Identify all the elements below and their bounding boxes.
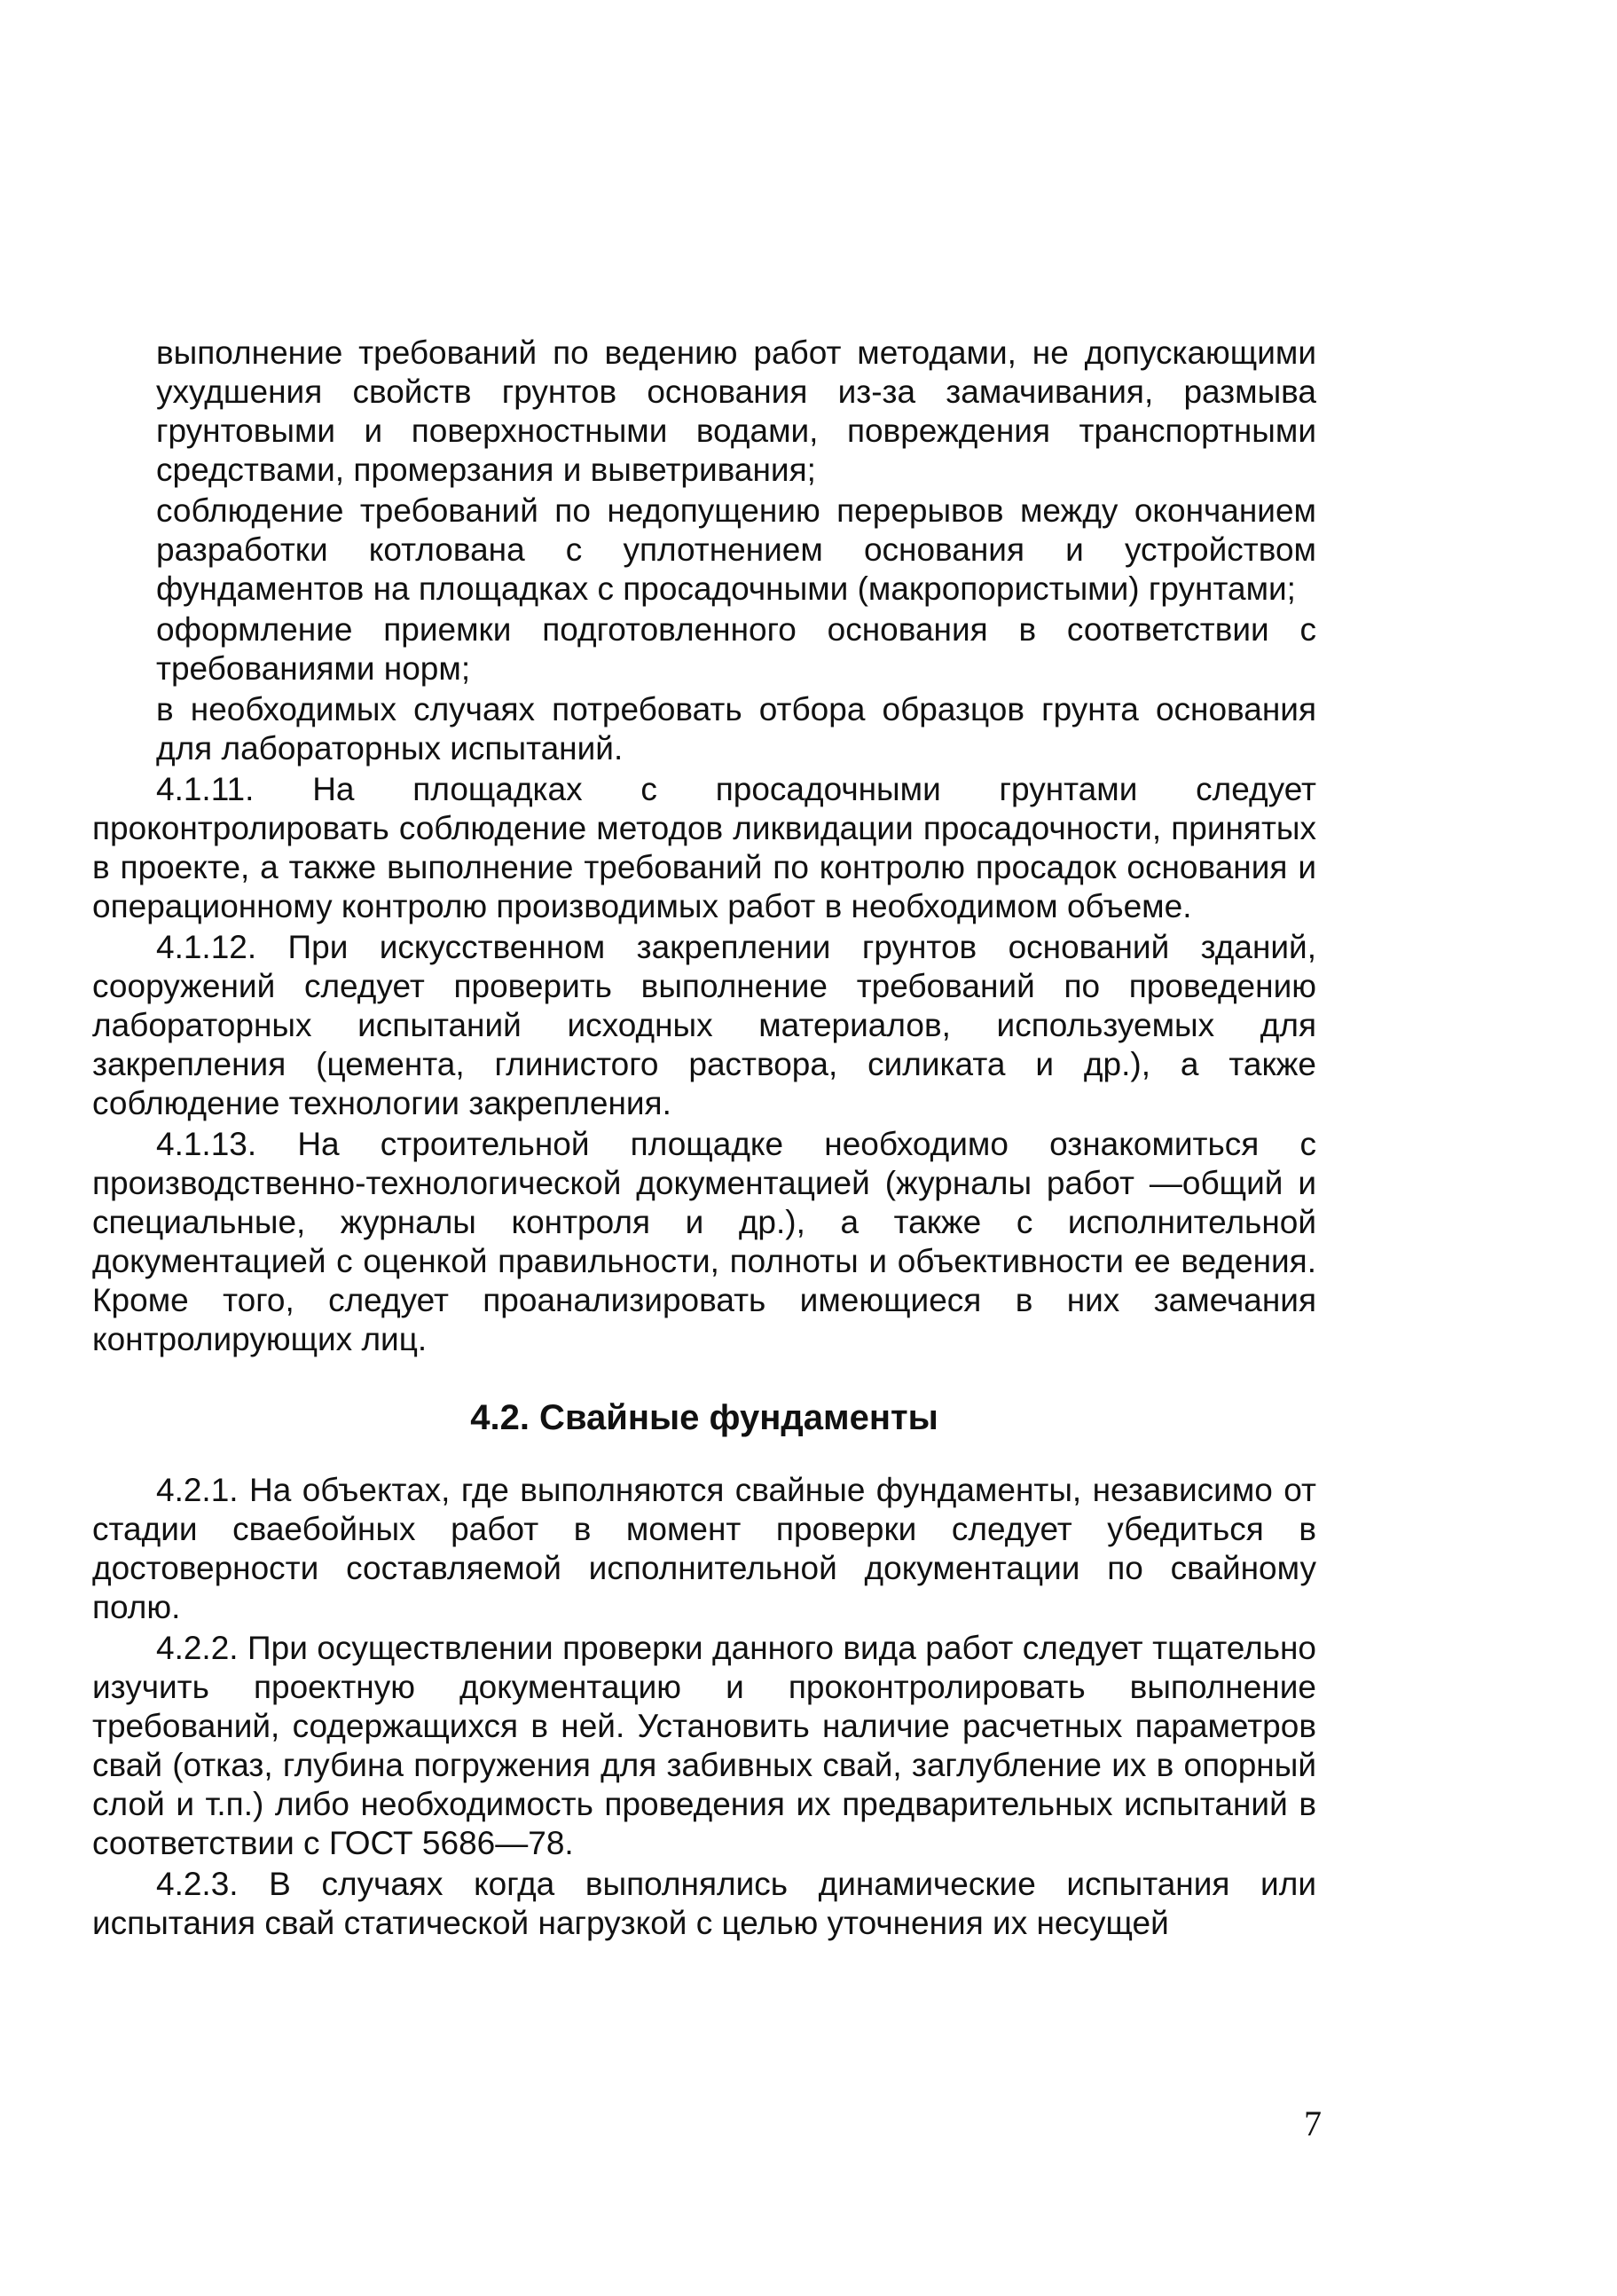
paragraph-4-2-1: 4.2.1. На объектах, где выполняются свайные фундаменты, независимо от стадии сваебойных работ в момент проверки следует убедиться в достоверности составляемой исполнительной документации по свайному полю.: [92, 1472, 1316, 1625]
paragraph-4-1-12: 4.1.12. При искусственном закреплении грунтов оснований зданий, сооружений следует проверить выполнение требований по проведению лабораторных испытаний исходных материалов, используемых для закрепления (цемента, глинистого раствора, силиката и др.), а также соблюдение технологии закрепления.: [92, 929, 1316, 1121]
list-item: выполнение требований по ведению работ методами, не допускающими ухудшения свойств грунтов основания из-за замачивания, размыва грунтовыми и поверхностными водами, повреждения транспортными средствами, промерзания и выветривания;: [156, 334, 1316, 488]
page-number: 7: [1304, 2103, 1322, 2143]
paragraph-4-1-11: 4.1.11. На площадках с просадочными грунтами следует проконтролировать соблюдение методов ликвидации просадочности, принятых в проекте, а также выполнение требований по контролю просадок основания и операционному контролю производимых работ в необходимом объеме.: [92, 771, 1316, 924]
section-heading: 4.2. Свайные фундаменты: [470, 1398, 938, 1437]
paragraph-4-2-2: 4.2.2. При осуществлении проверки данного вида работ следует тщательно изучить проектную документацию и проконтролировать выполнение требований, содержащихся в ней. Установить наличие расчетных параметров свай (отказ, глубина погружения для забивных свай, заглубление их в опорный слой и т.п.) либо необходимость проведения их предварительных испытаний в соответствии с ГОСТ 5686—78.: [92, 1630, 1316, 1861]
text-column: [92, 334, 1316, 1945]
paragraph-4-1-13: 4.1.13. На строительной площадке необходимо ознакомиться с производственно-технологической документацией (журналы работ —общий и специальные, журналы контроля и др.), а также с исполнительной документацией с оценкой правильности, полноты и объективности ее ведения. Кроме того, следует проанализировать имеющиеся в них замечания контролирующих лиц.: [92, 1126, 1316, 1357]
list-item: в необходимых случаях потребовать отбора образцов грунта основания для лабораторных испытаний.: [156, 691, 1316, 767]
list-item: соблюдение требований по недопущению перерывов между окончанием разработки котлована с уплотнением основания и устройством фундаментов на площадках с просадочными (макропористыми) грунтами;: [156, 492, 1316, 607]
list-item: оформление приемки подготовленного основания в соответствии с требованиями норм;: [156, 611, 1316, 687]
paragraph-4-2-3: 4.2.3. В случаях когда выполнялись динамические испытания или испытания свай статической нагрузкой с целью уточнения их несущей: [92, 1866, 1316, 1941]
